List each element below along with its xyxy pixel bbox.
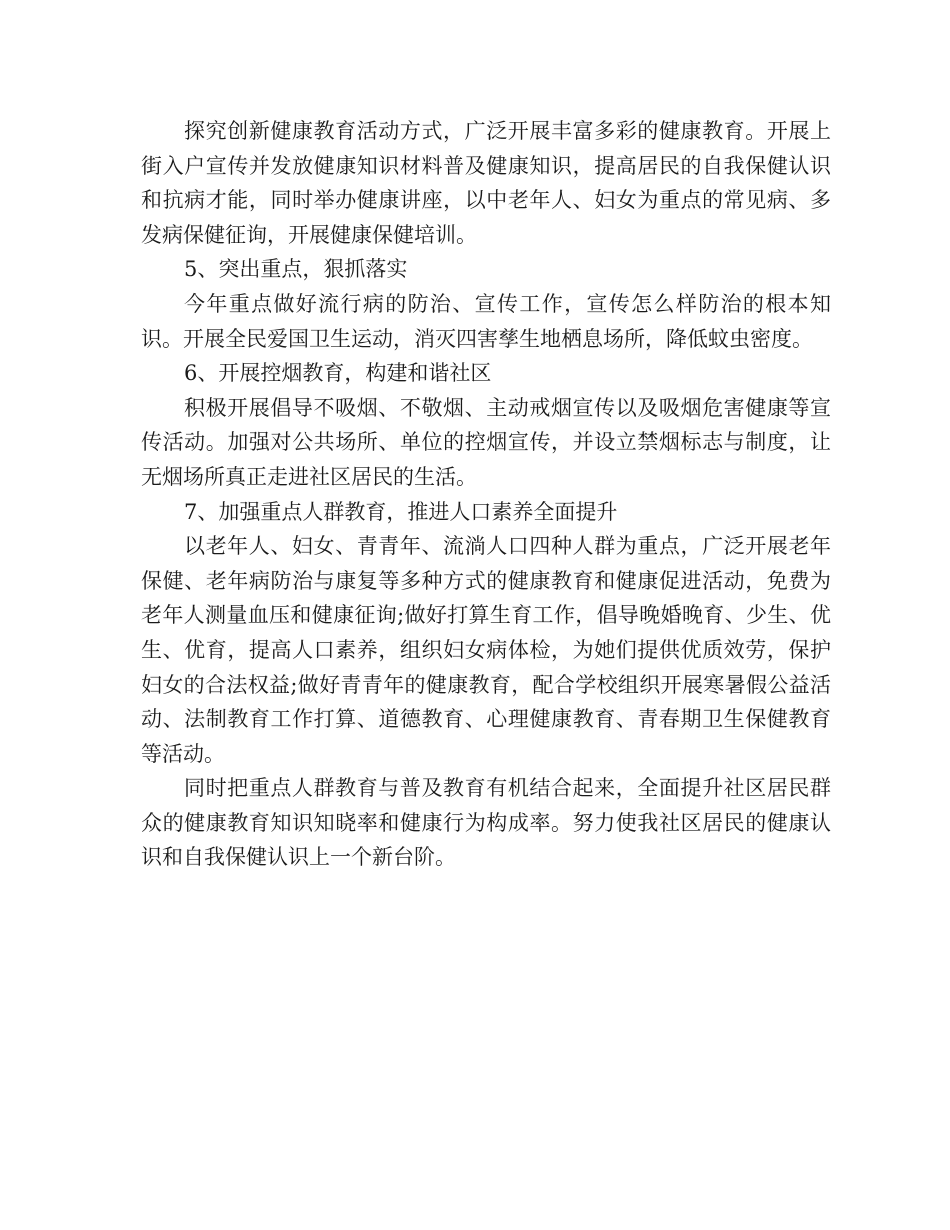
document-body bbox=[141, 114, 831, 875]
paragraph-smoke-free-campaign: 积极开展倡导不吸烟、不敬烟、主动戒烟宣传以及吸烟危害健康等宣传活动。加强对公共场所、单位的控烟宣传，并设立禁烟标志与制度，让无烟场所真正走进社区居民的生活。 bbox=[141, 395, 831, 489]
paragraph-health-education-activities: 探究创新健康教育活动方式，广泛开展丰富多彩的健康教育。开展上街入户宣传并发放健康知识材料普及健康知识，提高居民的自我保健认识和抗病才能，同时举办健康讲座，以中老年人、妇女为重点的常见病、多发病保健征询，开展健康保健培训。 bbox=[141, 119, 831, 247]
paragraph-epidemic-prevention: 今年重点做好流行病的防治、宣传工作，宣传怎么样防治的根本知识。开展全民爱国卫生运动，消灭四害孳生地栖息场所，降低蚊虫密度。 bbox=[141, 291, 831, 351]
paragraph-key-population-activities: 以老年人、妇女、青青年、流淌人口四种人群为重点，广泛开展老年保健、老年病防治与康复等多种方式的健康教育和健康促进活动，免费为老年人测量血压和健康征询;做好打算生育工作，倡导晚婚晚育、少生、优生、优育，提高人口素养，组织妇女病体检，为她们提供优质效劳，保护妇女的合法权益;做好青青年的健康教育，配合学校组织开展寒暑假公益活动、法制教育工作打算、道德教育、心理健康教育、青春期卫生保健教育等活动。 bbox=[141, 534, 831, 766]
heading-7-key-population-education: 7、加强重点人群教育，推进人口素养全面提升 bbox=[184, 499, 618, 524]
heading-5-highlight-key-points: 5、突出重点，狠抓落实 bbox=[184, 257, 408, 282]
paragraph-conclusion: 同时把重点人群教育与普及教育有机结合起来，全面提升社区居民群众的健康教育知识知晓率和健康行为构成率。努力使我社区居民的健康认识和自我保健认识上一个新台阶。 bbox=[141, 776, 831, 870]
heading-6-tobacco-control: 6、开展控烟教育，构建和谐社区 bbox=[184, 361, 492, 386]
